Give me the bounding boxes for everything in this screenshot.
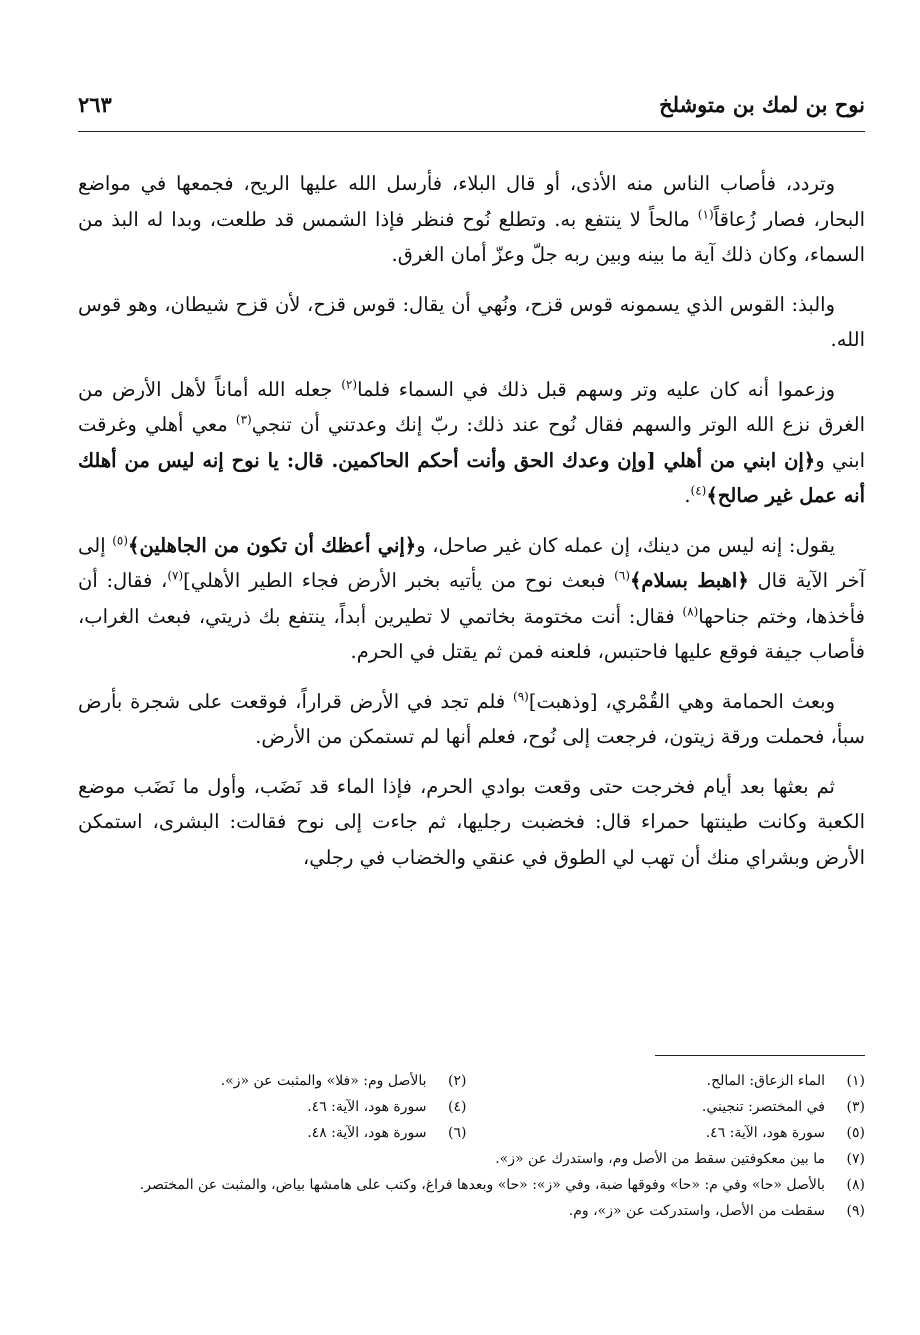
footnote-6: (٦) سورة هود، الآية: ٤٨.: [307, 1125, 467, 1141]
footnote-ref-2: (٢): [341, 377, 358, 391]
paragraph-5: وبعث الحمامة وهي القُمْري، [وذهبت]$^{(٩)}$ فلم تجد في الأرض قراراً، فوقعت على شجرة بأرض سبأ، فحملت ورقة زيتون، فرجعت إلى نُوح، فعلم أنها لم تستمكن من الأرض.: [78, 689, 865, 748]
chapter-title: نوح بن لمك بن متوشلخ: [659, 92, 865, 117]
running-head: [78, 88, 865, 128]
paragraph-2: والبذ: القوس الذي يسمونه قوس قزح، ونُهي أن يقال: قوس قزح، لأن قزح شيطان، وهو قوس الله.: [78, 292, 865, 351]
footnote-ref-1: (١): [697, 207, 714, 221]
footnote-ref-7: (٧): [167, 568, 184, 583]
page-number: ٢٦٣: [78, 92, 112, 117]
footnote-3: (٣) في المختصر: تنجيني.: [701, 1099, 865, 1115]
quran-quote: ﴿اهبط بسلام﴾: [630, 569, 749, 592]
footnote-5: (٥) سورة هود، الآية: ٤٦.: [705, 1125, 865, 1141]
header-rule: [78, 131, 865, 132]
footnote-ref-9: (٩): [513, 689, 529, 703]
main-text: [78, 166, 865, 889]
footnote-ref-5: (٥): [112, 533, 129, 547]
footnote-2: (٢) بالأصل وم: «فلا» والمثبت عن «ز».: [220, 1073, 467, 1089]
paragraph-6: ثم بعثها بعد أيام فخرجت حتى وقعت بوادي الحرم، فإذا الماء قد نَضَب، وأول ما نَضَب موضع الكعبة وكانت طينتها حمراء قال: فخضبت رجليها، ثم جاءت إلى نوح فقالت: البشرى، استمكن الأرض وبشراي منك أن تهب لي الطوق في عنقي والخضاب في رجلي،: [78, 774, 865, 869]
footnote-grid: [78, 1068, 865, 1146]
footnote-rule: [655, 1055, 865, 1056]
footnote-8: (٨) بالأصل «حا» وفي م: «حا» وفوقها ضبة، وفي «ز»: «حا» وبعدها فراغ، وكتب على هامشها بياض، والمثبت عن المختصر.: [139, 1177, 865, 1193]
quran-quote: ﴿إني أعظك أن تكون من الجاهلين﴾: [128, 533, 417, 557]
quran-quote: ﴿إن ابني من أهلي [وإن وعدك الحق وأنت أحكم الحاكمين. قال: يا نوح إنه ليس من أهلك أنه عمل غير صالح﴾: [78, 448, 865, 507]
footnote-9: (٩) سقطت من الأصل، واستدركت عن «ز»، وم.: [568, 1203, 865, 1219]
paragraph-1: وتردد، فأصاب الناس منه الأذى، أو قال البلاء، فأرسل الله عليها الريح، فجمعها في مواضع البحار، فصار زُعاقاً$^{(١)}$ مالحاً لا ينتفع به. وتطلع نُوح فنظر فإذا الشمس قد طلعت، وبدا له البذ من السماء، وكان ذلك آية ما بينه وبين ربه جلّ وعزّ أمان الغرق.: [78, 172, 865, 266]
footnote-ref-4: (٤): [690, 483, 707, 498]
footnote-ref-6: (٦): [614, 568, 630, 583]
footnotes: [78, 1068, 865, 1224]
footnote-1: (١) الماء الزعاق: المالح.: [706, 1073, 865, 1089]
footnote-ref-8: (٨): [682, 604, 699, 618]
footnote-4: (٤) سورة هود، الآية: ٤٦.: [307, 1099, 467, 1115]
footnote-7: (٧) ما بين معكوفتين سقط من الأصل وم، واستدرك عن «ز».: [495, 1151, 865, 1167]
paragraph-3: وزعموا أنه كان عليه وتر وسهم قبل ذلك في السماء فلما$^{(٢)}$ جعله الله أماناً لأهل الأرض من الغرق نزع الله الوتر والسهم فقال نُوح عند ذلك: ربّ إنك وعدتني أن تنجي$^{(٣)}$ معي أهلي وغرقت ابني و﴿إن ابني من أهلي [وإن وعدك الحق وأنت أحكم الحاكمين. قال: يا نوح إنه ليس من أهلك أنه عمل غير صالح﴾$^{(٤)}$.: [78, 377, 865, 507]
paragraph-4: يقول: إنه ليس من دينك، إن عمله كان غير صاحل، و﴿إني أعظك أن تكون من الجاهلين﴾$^{(٥)}$ إلى آخر الآية قال ﴿اهبط بسلام﴾$^{(٦)}$ فبعث نوح من يأتيه بخبر الأرض فجاء الطير الأهلي]$^{(٧)}$، فقال: أن فأخذها، وختم جناحها$^{(٨)}$ فقال: أنت مختومة بخاتمي لا تطيرين أبداً، ينتفع بك ذريتي، فبعث الغراب، فأصاب جيفة فوقع عليها فاحتبس، فلعنه فمن ثم يقتل في الحرم.: [78, 533, 865, 663]
footnote-ref-3: (٣): [235, 412, 252, 427]
